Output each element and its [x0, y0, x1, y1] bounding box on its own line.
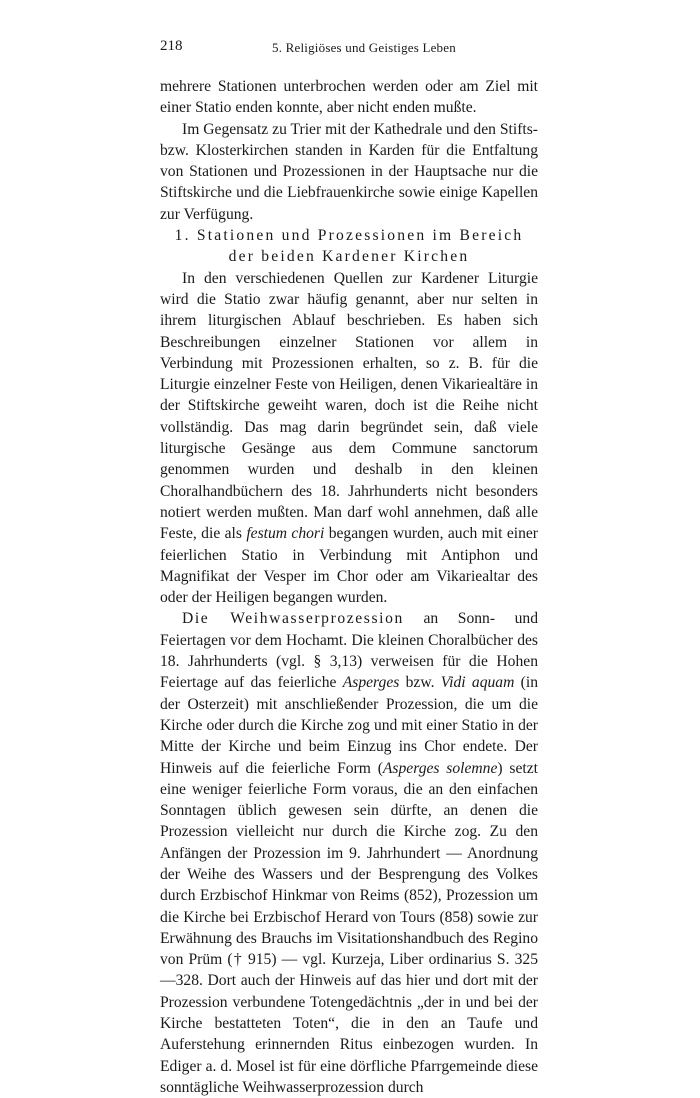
paragraph-stationen	[160, 268, 538, 609]
body-text	[160, 76, 538, 1098]
italic-term: Asperges	[342, 674, 400, 692]
text-run: begangen wurden, auch mit einer feierlichen Statio in Verbindung mit Antiphon und Magnifikat der Vesper im Chor oder am Vikariealtar des oder der Heiligen begangen wurden.	[160, 525, 538, 607]
paragraph-intro-2: Im Gegensatz zu Trier mit der Kathedrale und den Stifts- bzw. Klosterkirchen standen in Karden für die Entfaltung von Stationen und Prozessionen in der Hauptsache nur die Stiftskirche und die Liebfrauenkirche sowie einige Kapellen zur Verfügung.	[160, 120, 538, 223]
text-run: an Sonn- und Feiertagen vor dem Hochamt. Die kleinen Choralbücher des 18. Jahrhunderts (vgl. § 3,13) verweisen für die Hohen Feiertage auf das feierliche	[160, 610, 538, 692]
section-heading: 1. Stationen und Prozessionen im Bereich der beiden Kardener Kirchen	[174, 227, 524, 266]
text-run: bzw.	[399, 674, 441, 692]
text-run: In den verschiedenen Quellen zur Kardener Liturgie wird die Statio zwar häufig genannt, aber nur selten in ihrem liturgischen Ablauf beschrieben. Es haben sich Beschreibungen einzelner Stationen vor allem in Verbindung mit Prozessionen erhalten, so z. B. für die Liturgie einzelner Feste von Heiligen, denen Vikariealtäre in der Stiftskirche geweiht waren, doch ist die Reihe nicht vollständig. Das mag darin begründet sein, daß viele liturgische Gesänge aus dem Commune sanctorum genommen wurden und deshalb in den kleinen Choralhandbüchern des 18. Jahrhunderts nicht besonders notiert werden mußten. Man darf wohl annehmen, daß alle Feste, die als	[160, 269, 538, 543]
text-run: (in der Osterzeit) mit anschließender Prozession, die um die Kirche oder durch die Kirche zog und mit einer Statio in der Mitte der Kirche und beim Einzug ins Chor endete. Der Hinweis auf die feierliche Form (	[160, 674, 538, 777]
italic-term: Vidi aquam	[440, 674, 515, 692]
page-header	[160, 38, 538, 58]
italic-term: festum chori	[246, 525, 325, 543]
paragraph-intro-1: mehrere Stationen unterbrochen werden oder am Ziel mit einer Statio enden konnte, aber nicht enden mußte.	[160, 78, 538, 117]
running-head: 5. Religiöses und Geistiges Leben	[272, 40, 456, 55]
spaced-term: Die Weihwasserprozession	[182, 610, 404, 628]
text-run: ) setzt eine weniger feierliche Form voraus, die an den einfachen Sonntagen üblich gewesen sein dürfte, an denen die Prozession vielleicht nur durch die Kirche zog. Zu den Anfängen der Prozession im 9. Jahrhundert — Anordnung der Weihe des Wassers und der Besprengung des Volkes durch Erzbischof Hinkmar von Reims (852), Prozession um die Kirche bei Erzbischof Herard von Tours (858) sowie zur Erwähnung des Brauchs im Visitationshandbuch des Regino von Prüm († 915) — vgl. Kurzeja, Liber ordinarius S. 325—328. Dort auch der Hinweis auf das hier und dort mit der Prozession verbundene Totengedächtnis „der in und bei der Kirche bestatteten Toten“, die in den an Taufe und Auferstehung erinnernden Ritus einbezogen wurden. In Ediger a. d. Mosel ist für eine dörfliche Pfarrgemeinde diese sonntägliche Weihwasserprozession durch	[160, 759, 538, 1096]
italic-term: Asperges solemne	[382, 759, 498, 777]
page-number: 218	[160, 38, 183, 54]
